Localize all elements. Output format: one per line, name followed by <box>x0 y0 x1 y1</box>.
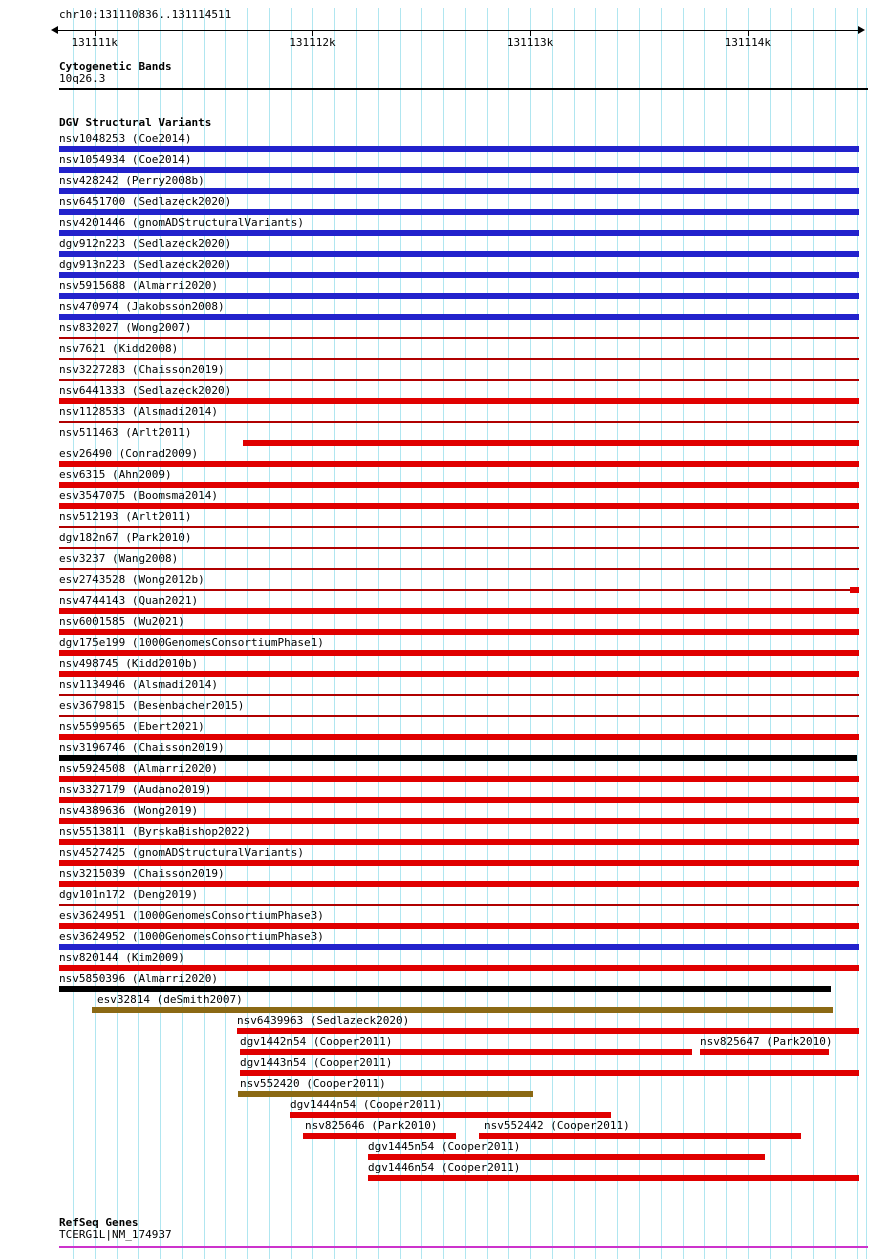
variant-bar[interactable] <box>59 272 859 278</box>
variant-bar[interactable] <box>59 314 859 320</box>
variant-label[interactable]: nsv1128533 (Alsmadi2014) <box>59 405 218 418</box>
variant-label[interactable]: nsv5513811 (ByrskaBishop2022) <box>59 825 252 838</box>
variant-bar[interactable] <box>368 1175 859 1181</box>
variant-bar[interactable] <box>850 587 859 593</box>
variant-label[interactable]: dgv912n223 (Sedlazeck2020) <box>59 237 232 250</box>
variant-label[interactable]: nsv4527425 (gnomADStructuralVariants) <box>59 846 305 859</box>
variant-label[interactable]: nsv1048253 (Coe2014) <box>59 132 192 145</box>
refseq-gene-bar[interactable] <box>59 1246 868 1248</box>
variant-bar[interactable] <box>59 251 859 257</box>
variant-bar[interactable] <box>59 293 859 299</box>
variant-label[interactable]: nsv552442 (Cooper2011) <box>484 1119 630 1132</box>
ruler-right-arrow-icon <box>858 26 865 34</box>
variant-label[interactable]: nsv5924508 (Almarri2020) <box>59 762 218 775</box>
cytoband-section-title: Cytogenetic Bands <box>59 60 172 73</box>
variant-label[interactable]: nsv1134946 (Alsmadi2014) <box>59 678 218 691</box>
variant-bar[interactable] <box>240 1049 692 1055</box>
cytoband-name: 10q26.3 <box>59 72 106 85</box>
variant-bar[interactable] <box>92 1007 833 1013</box>
variant-bar[interactable] <box>59 755 857 761</box>
variant-label[interactable]: esv3237 (Wang2008) <box>59 552 179 565</box>
ruler-tick-label: 131114k <box>724 36 771 49</box>
variant-bar[interactable] <box>243 440 859 446</box>
variant-label[interactable]: nsv4389636 (Wong2019) <box>59 804 199 817</box>
variant-bar[interactable] <box>59 715 859 717</box>
ruler-tick-label: 131111k <box>71 36 118 49</box>
variant-bar[interactable] <box>59 860 859 866</box>
variant-label[interactable]: nsv6451700 (Sedlazeck2020) <box>59 195 232 208</box>
variant-bar[interactable] <box>303 1133 456 1139</box>
variant-label[interactable]: nsv7621 (Kidd2008) <box>59 342 179 355</box>
variant-bar[interactable] <box>368 1154 765 1160</box>
variant-label[interactable]: nsv6439963 (Sedlazeck2020) <box>237 1014 410 1027</box>
variant-bar[interactable] <box>59 379 859 381</box>
variant-bar[interactable] <box>700 1049 829 1055</box>
variant-bar[interactable] <box>59 568 859 570</box>
refseq-gene-label[interactable]: TCERG1L|NM_174937 <box>59 1228 172 1241</box>
refseq-section-title: RefSeq Genes <box>59 1216 139 1229</box>
variant-bar[interactable] <box>59 694 859 696</box>
variant-label[interactable]: nsv4744143 (Quan2021) <box>59 594 199 607</box>
variant-label[interactable]: nsv3215039 (Chaisson2019) <box>59 867 225 880</box>
variant-bar[interactable] <box>59 337 859 339</box>
variant-bar[interactable] <box>59 986 831 992</box>
variant-label[interactable]: nsv3227283 (Chaisson2019) <box>59 363 225 376</box>
variant-bar[interactable] <box>59 209 859 215</box>
variant-label[interactable]: nsv470974 (Jakobsson2008) <box>59 300 225 313</box>
variant-label[interactable]: nsv512193 (Arlt2011) <box>59 510 192 523</box>
variant-bar[interactable] <box>59 671 859 677</box>
variant-label[interactable]: nsv832027 (Wong2007) <box>59 321 192 334</box>
variant-label[interactable]: dgv101n172 (Deng2019) <box>59 888 199 901</box>
variant-label[interactable]: nsv1054934 (Coe2014) <box>59 153 192 166</box>
variant-bar[interactable] <box>59 650 859 656</box>
variant-bar[interactable] <box>59 608 859 614</box>
variant-bar[interactable] <box>59 839 859 845</box>
variant-bar[interactable] <box>59 965 859 971</box>
variant-label[interactable]: nsv5599565 (Ebert2021) <box>59 720 205 733</box>
variant-label[interactable]: esv3624952 (1000GenomesConsortiumPhase3) <box>59 930 324 943</box>
variant-bar[interactable] <box>59 461 859 467</box>
variant-label[interactable]: nsv820144 (Kim2009) <box>59 951 185 964</box>
variant-bar[interactable] <box>237 1028 859 1034</box>
variant-label[interactable]: esv3679815 (Besenbacher2015) <box>59 699 245 712</box>
variant-bar[interactable] <box>59 398 859 404</box>
variant-bar[interactable] <box>59 421 859 423</box>
ruler-left-arrow-icon <box>51 26 58 34</box>
variant-label[interactable]: nsv511463 (Arlt2011) <box>59 426 192 439</box>
variant-bar[interactable] <box>59 188 859 194</box>
variant-bar[interactable] <box>240 1070 859 1076</box>
variant-label[interactable]: nsv3196746 (Chaisson2019) <box>59 741 225 754</box>
variant-label[interactable]: nsv498745 (Kidd2010b) <box>59 657 199 670</box>
dgv-section-title: DGV Structural Variants <box>59 116 212 129</box>
variant-label[interactable]: nsv825647 (Park2010) <box>700 1035 833 1048</box>
variant-label[interactable]: dgv1446n54 (Cooper2011) <box>368 1161 521 1174</box>
variant-label[interactable]: nsv6441333 (Sedlazeck2020) <box>59 384 232 397</box>
variant-bar[interactable] <box>59 503 859 509</box>
variant-bar[interactable] <box>59 482 859 488</box>
variant-label[interactable]: dgv913n223 (Sedlazeck2020) <box>59 258 232 271</box>
variant-label[interactable]: dgv1443n54 (Cooper2011) <box>240 1056 393 1069</box>
variant-label[interactable]: nsv552420 (Cooper2011) <box>240 1077 386 1090</box>
variant-label[interactable]: nsv6001585 (Wu2021) <box>59 615 185 628</box>
variant-bar[interactable] <box>59 904 859 906</box>
ruler-line <box>58 30 858 31</box>
variant-label[interactable]: esv6315 (Ahn2009) <box>59 468 172 481</box>
variant-bar[interactable] <box>59 230 859 236</box>
region-position-label: chr10:131110836..131114511 <box>59 8 232 21</box>
variant-label[interactable]: dgv175e199 (1000GenomesConsortiumPhase1) <box>59 636 324 649</box>
variant-label[interactable]: dgv1444n54 (Cooper2011) <box>290 1098 443 1111</box>
variant-bar[interactable] <box>59 944 859 950</box>
variant-bar[interactable] <box>59 629 859 635</box>
variant-label[interactable]: dgv182n67 (Park2010) <box>59 531 192 544</box>
variant-label[interactable]: nsv825646 (Park2010) <box>305 1119 438 1132</box>
variant-bar[interactable] <box>59 797 859 803</box>
variant-bar[interactable] <box>59 167 859 173</box>
variant-bar[interactable] <box>59 358 859 360</box>
variant-label[interactable]: nsv4201446 (gnomADStructuralVariants) <box>59 216 305 229</box>
variant-label[interactable]: nsv5850396 (Almarri2020) <box>59 972 218 985</box>
variant-label[interactable]: esv3547075 (Boomsma2014) <box>59 489 218 502</box>
cytoband-bar[interactable] <box>59 88 868 90</box>
ruler-tick-label: 131113k <box>506 36 554 49</box>
variant-label[interactable]: esv3624951 (1000GenomesConsortiumPhase3) <box>59 909 324 922</box>
variant-bar[interactable] <box>59 734 859 740</box>
variant-bar[interactable] <box>479 1133 801 1139</box>
variant-bar[interactable] <box>59 881 859 887</box>
variant-label[interactable]: dgv1442n54 (Cooper2011) <box>240 1035 393 1048</box>
variant-label[interactable]: esv26490 (Conrad2009) <box>59 447 199 460</box>
variant-label[interactable]: nsv3327179 (Audano2019) <box>59 783 212 796</box>
ruler-tick-label: 131112k <box>289 36 336 49</box>
variant-label[interactable]: dgv1445n54 (Cooper2011) <box>368 1140 521 1153</box>
variant-label[interactable]: nsv5915688 (Almarri2020) <box>59 279 218 292</box>
panel-border <box>866 8 867 1259</box>
variant-bar[interactable] <box>59 547 859 549</box>
variant-bar[interactable] <box>59 146 859 152</box>
variant-bar[interactable] <box>59 818 859 824</box>
variant-bar[interactable] <box>59 776 859 782</box>
variant-label[interactable]: esv2743528 (Wong2012b) <box>59 573 205 586</box>
variant-label[interactable]: esv32814 (deSmith2007) <box>97 993 243 1006</box>
variant-bar[interactable] <box>59 589 859 591</box>
variant-label[interactable]: nsv428242 (Perry2008b) <box>59 174 205 187</box>
variant-bar[interactable] <box>59 923 859 929</box>
variant-bar[interactable] <box>238 1091 533 1097</box>
variant-bar[interactable] <box>59 526 859 528</box>
variant-bar[interactable] <box>290 1112 611 1118</box>
